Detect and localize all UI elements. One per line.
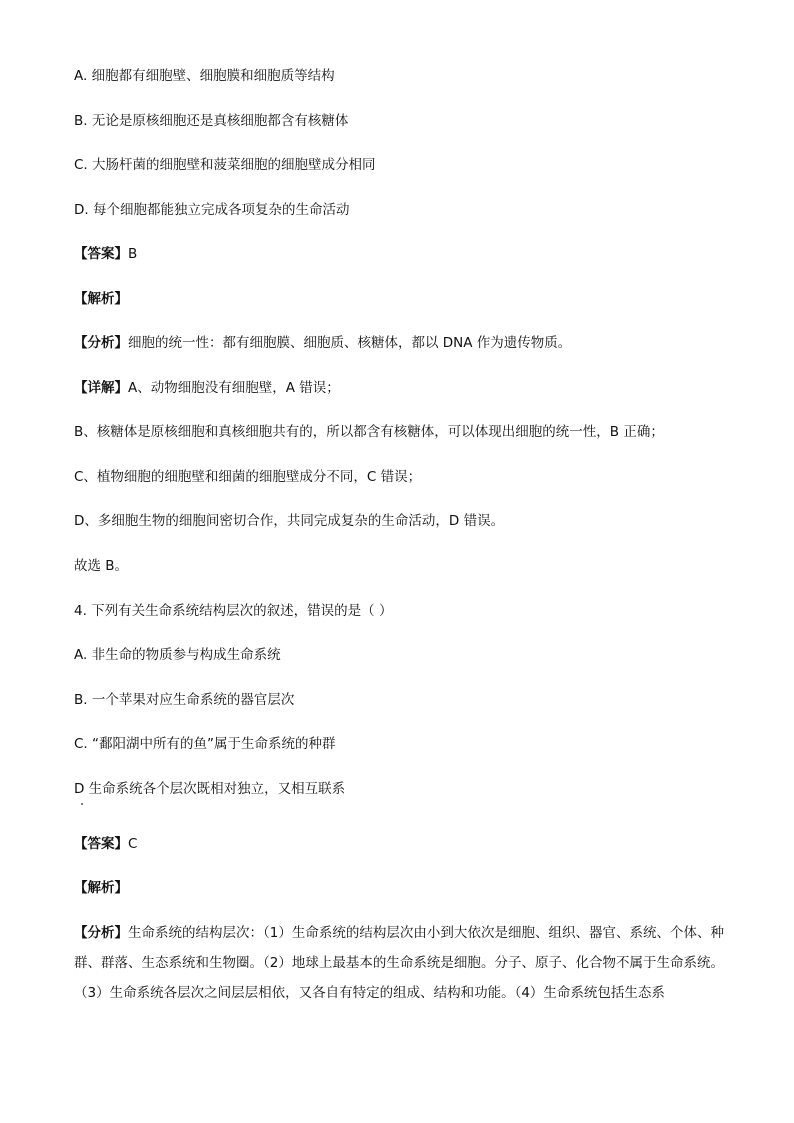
- answer-value: B: [128, 246, 138, 262]
- q3-option-d: D. 每个细胞都能独立完成各项复杂的生命活动: [74, 202, 350, 218]
- answer-tag: 【答案】: [74, 836, 128, 852]
- analysis-tag: 【解析】: [74, 880, 128, 896]
- xiangjie-tag: 【详解】: [74, 380, 128, 396]
- answer-value: C: [128, 836, 138, 852]
- fenxi-tag: 【分析】: [74, 335, 128, 351]
- q4-option-d: D 生命系统各个层次既相对独立，又相互联系: [74, 781, 346, 797]
- q4-answer: [74, 834, 137, 854]
- q3-detail-c: C、植物细胞的细胞壁和细菌的细胞壁成分不同，C 错误；: [74, 469, 422, 485]
- q4-analysis-summary: [74, 918, 724, 1008]
- q3-detail-a: [74, 378, 340, 398]
- q3-option-c: C. 大肠杆菌的细胞壁和菠菜细胞的细胞壁成分相同: [74, 157, 376, 173]
- q4-option-b: B. 一个苹果对应生命系统的器官层次: [74, 692, 295, 708]
- fenxi-tag: 【分析】: [74, 925, 129, 941]
- q3-option-a: A. 细胞都有细胞壁、细胞膜和细胞质等结构: [74, 68, 335, 84]
- analysis-tag: 【解析】: [74, 291, 128, 307]
- q3-option-b: B. 无论是原核细胞还是真核细胞都含有核糖体: [74, 113, 349, 129]
- q4-question: 4. 下列有关生命系统结构层次的叙述，错误的是（ ）: [74, 603, 393, 619]
- fenxi-text: 生命系统的结构层次：（1）生命系统的结构层次由小到大依次是细胞、组织、器官、系统、个体、种群、群落、生态系统和生物圈。（2）地球上最基本的生命系统是细胞。分子、原子、化合物不属于生命系统。（3）生命系统各层次之间层层相依，又各自有特定的组成、结构和功能。（4）生命系统包括生态系: [74, 925, 724, 1001]
- q3-answer: [74, 244, 137, 264]
- q3-analysis-heading: [74, 289, 128, 309]
- q4-analysis-heading: [74, 878, 128, 898]
- q3-analysis-summary: [74, 333, 571, 353]
- q4-option-a: A. 非生命的物质参与构成生命系统: [74, 647, 281, 663]
- q3-conclusion: 故选 B。: [74, 558, 129, 574]
- q4-option-c: C. “鄱阳湖中所有的鱼”属于生命系统的种群: [74, 736, 336, 752]
- answer-tag: 【答案】: [74, 246, 128, 262]
- q3-detail-d: D、多细胞生物的细胞间密切合作，共同完成复杂的生命活动，D 错误。: [74, 513, 505, 529]
- stray-dot: [81, 803, 83, 805]
- fenxi-text: 细胞的统一性：都有细胞膜、细胞质、核糖体，都以 DNA 作为遗传物质。: [128, 335, 572, 351]
- q3-detail-b: B、核糖体是原核细胞和真核细胞共有的，所以都含有核糖体，可以体现出细胞的统一性，B 正确；: [74, 424, 664, 440]
- xiangjie-a: A、动物细胞没有细胞壁，A 错误；: [128, 380, 340, 396]
